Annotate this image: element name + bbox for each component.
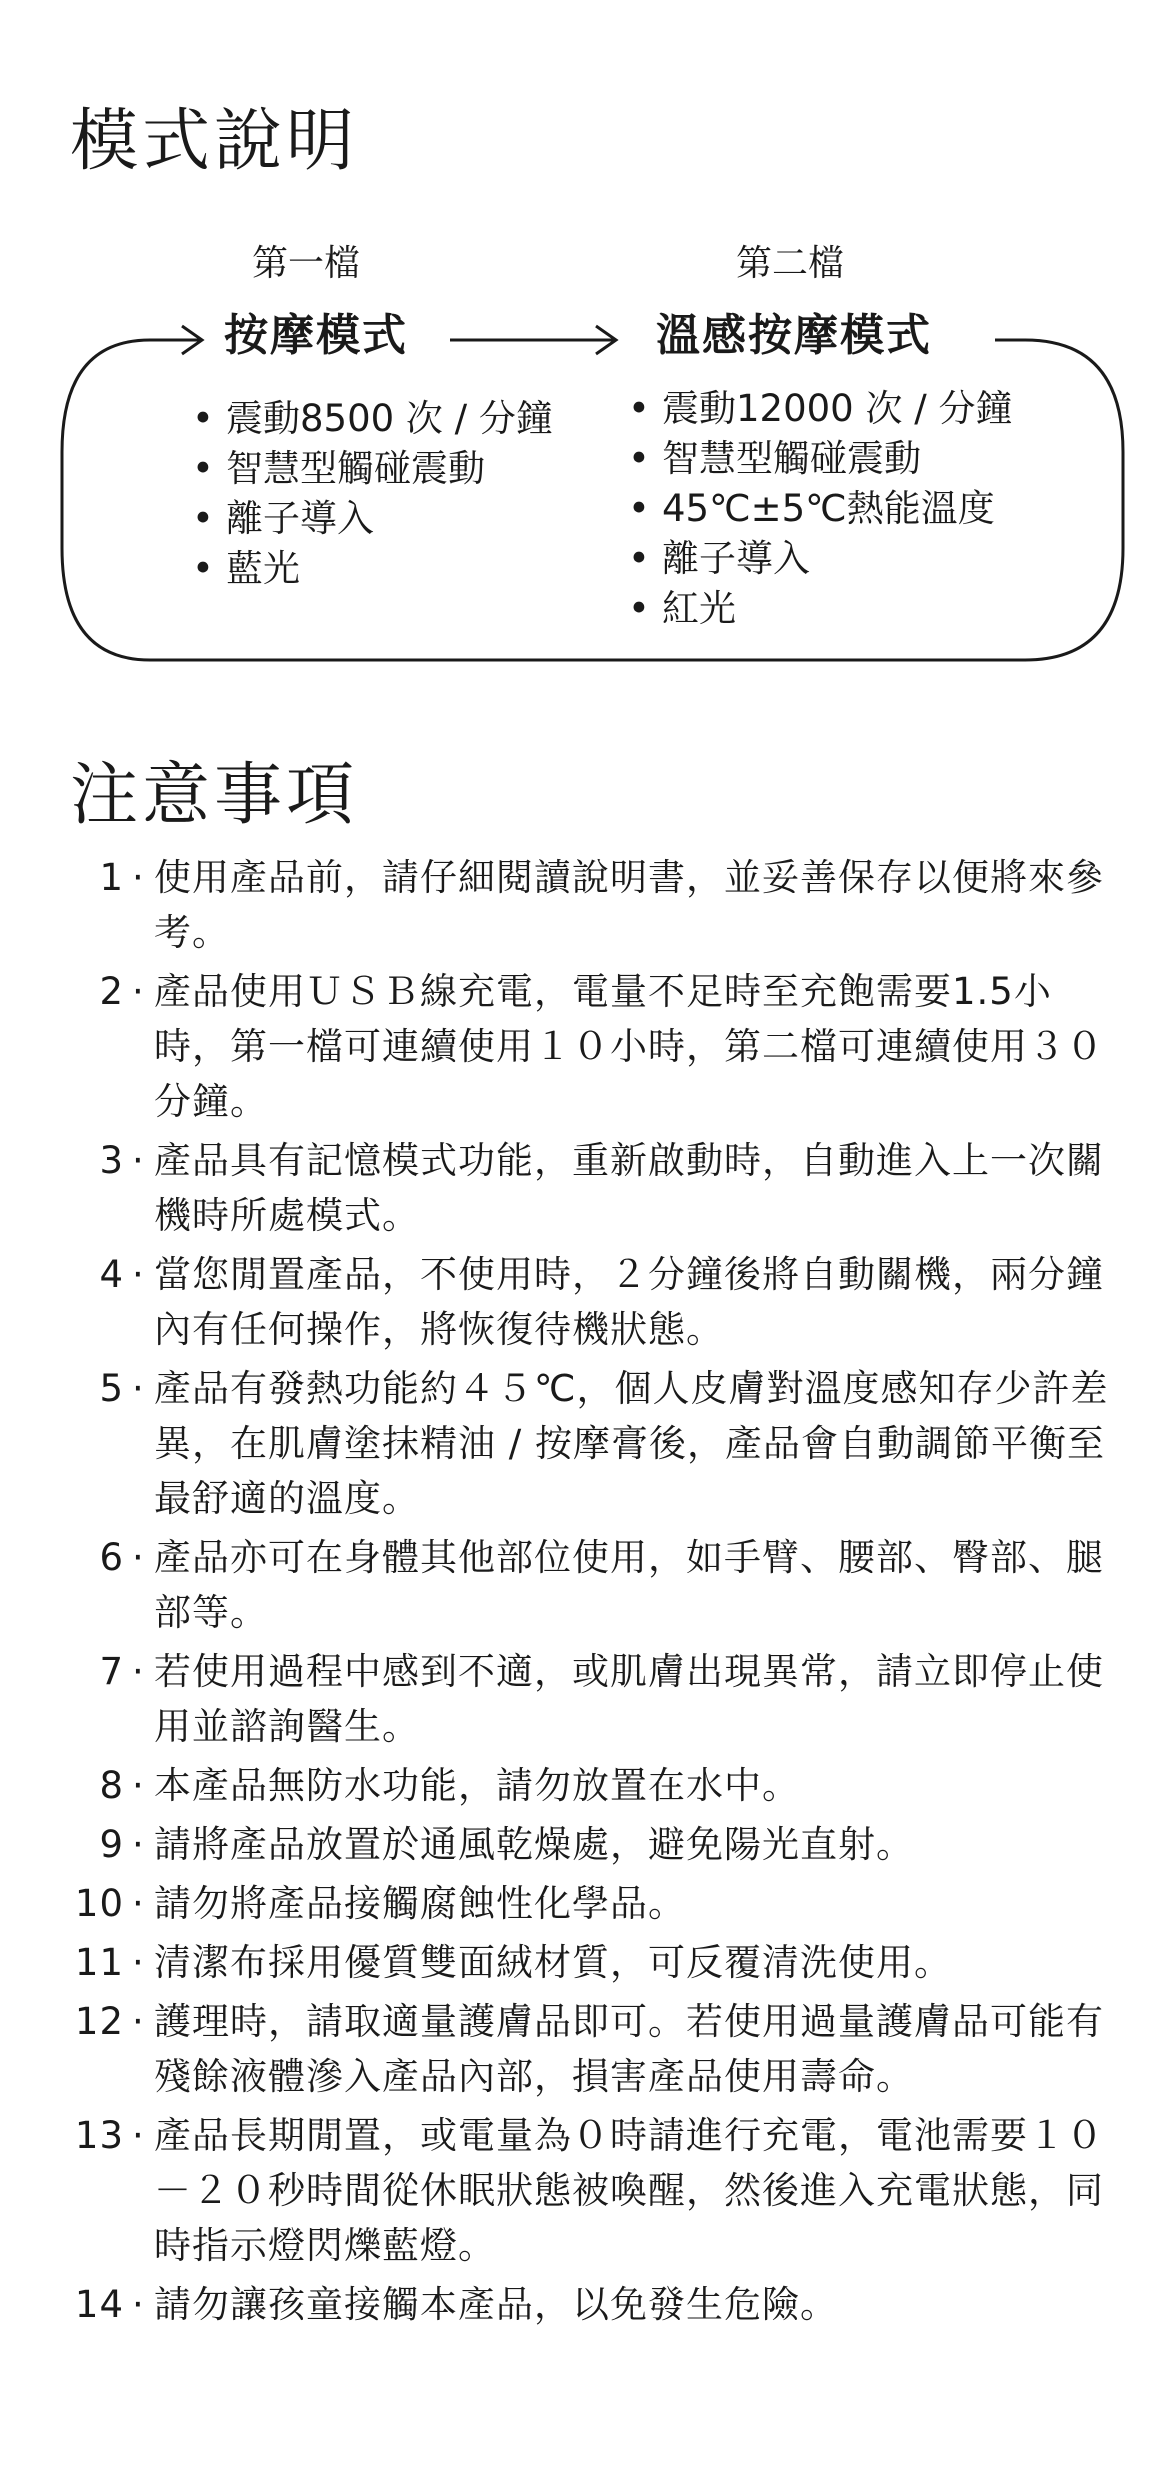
note-number: 11 (74, 1941, 124, 1984)
list-item: • 震動12000 次 / 分鐘 (628, 384, 1012, 434)
mode-name-second: 溫感按摩模式 (656, 310, 932, 361)
note-number: 12 (74, 2000, 124, 2043)
note-item: 6 · 產品亦可在身體其他部位使用，如手臂、腰部、臀部、腿部等。 (60, 1530, 1120, 1640)
list-item: • 45℃±5℃熱能溫度 (628, 484, 1012, 534)
note-text: 產品使用ＵＳＢ線充電，電量不足時至充飽需要1.5小時，第一檔可連續使用１０小時，第二檔可連續使用３０分鐘。 (154, 970, 1104, 1123)
note-item: 7 · 若使用過程中感到不適，或肌膚出現異常，請立即停止使用並諮詢醫生。 (60, 1644, 1120, 1754)
note-item: 4 · 當您閒置產品，不使用時，２分鐘後將自動關機，兩分鐘內有任何操作，將恢復待機狀態。 (60, 1247, 1120, 1357)
note-item: 3 · 產品具有記憶模式功能，重新啟動時，自動進入上一次關機時所處模式。 (60, 1133, 1120, 1243)
note-item: 10 · 請勿將產品接觸腐蝕性化學品。 (60, 1876, 1120, 1931)
note-number: 13 (74, 2114, 124, 2157)
bullet-icon: • (192, 397, 214, 440)
gear-label-first: 第一檔 (252, 243, 361, 284)
mode-name-first: 按摩模式 (224, 310, 408, 361)
mode-diagram (0, 0, 1170, 700)
list-item: • 震動8500 次 / 分鐘 (192, 394, 553, 444)
notes-section-title: 注意事項 (70, 756, 359, 835)
notes-list (60, 850, 1120, 2336)
mode-section-title: 模式說明 (70, 102, 359, 181)
gear-label-second: 第二檔 (736, 243, 845, 284)
bullet-icon: • (192, 497, 214, 540)
note-text: 使用產品前，請仔細閱讀說明書，並妥善保存以便將來參考。 (154, 856, 1104, 954)
note-number: 1 (99, 856, 124, 899)
bullet-icon: • (192, 447, 214, 490)
note-item: 13 · 產品長期閒置，或電量為０時請進行充電，電池需要１０－２０秒時間從休眠狀態被喚醒，然後進入充電狀態，同時指示燈閃爍藍燈。 (60, 2108, 1120, 2273)
note-text: 產品長期閒置，或電量為０時請進行充電，電池需要１０－２０秒時間從休眠狀態被喚醒，然後進入充電狀態，同時指示燈閃爍藍燈。 (154, 2114, 1104, 2267)
list-item: • 離子導入 (628, 534, 1012, 584)
note-item: 2 · 產品使用ＵＳＢ線充電，電量不足時至充飽需要1.5小時，第一檔可連續使用１０小時，第二檔可連續使用３０分鐘。 (60, 964, 1120, 1129)
note-number: 10 (74, 1882, 124, 1925)
note-text: 若使用過程中感到不適，或肌膚出現異常，請立即停止使用並諮詢醫生。 (154, 1650, 1104, 1748)
feature-list-first (192, 394, 553, 594)
note-number: 8 (99, 1764, 124, 1807)
bullet-icon: • (192, 547, 214, 590)
arrow-right-icon (450, 326, 616, 354)
note-item: 14 · 請勿讓孩童接觸本產品，以免發生危險。 (60, 2277, 1120, 2332)
note-text: 請勿讓孩童接觸本產品，以免發生危險。 (154, 2283, 838, 2326)
note-item: 1 · 使用產品前，請仔細閱讀說明書，並妥善保存以便將來參考。 (60, 850, 1120, 960)
note-text: 產品具有記憶模式功能，重新啟動時，自動進入上一次關機時所處模式。 (154, 1139, 1104, 1237)
bullet-icon: • (628, 487, 650, 530)
bullet-icon: • (628, 537, 650, 580)
note-text: 請勿將產品接觸腐蝕性化學品。 (154, 1882, 686, 1925)
note-number: 9 (99, 1823, 124, 1866)
bullet-icon: • (628, 437, 650, 480)
list-item: • 紅光 (628, 584, 1012, 634)
feature-list-second (628, 384, 1012, 634)
note-item: 12 · 護理時，請取適量護膚品即可。若使用過量護膚品可能有殘餘液體滲入產品內部，損害產品使用壽命。 (60, 1994, 1120, 2104)
note-number: 4 (99, 1253, 124, 1296)
note-text: 本產品無防水功能，請勿放置在水中。 (154, 1764, 800, 1807)
note-number: 5 (99, 1367, 124, 1410)
note-number: 2 (99, 970, 124, 1013)
list-item: • 離子導入 (192, 494, 553, 544)
note-text: 當您閒置產品，不使用時，２分鐘後將自動關機，兩分鐘內有任何操作，將恢復待機狀態。 (154, 1253, 1104, 1351)
note-number: 14 (74, 2283, 124, 2326)
note-text: 產品亦可在身體其他部位使用，如手臂、腰部、臀部、腿部等。 (154, 1536, 1104, 1634)
note-item: 9 · 請將產品放置於通風乾燥處，避免陽光直射。 (60, 1817, 1120, 1872)
list-item: • 智慧型觸碰震動 (192, 444, 553, 494)
note-text: 清潔布採用優質雙面絨材質，可反覆清洗使用。 (154, 1941, 952, 1984)
note-text: 產品有發熱功能約４５℃，個人皮膚對溫度感知存少許差異，在肌膚塗抹精油 / 按摩膏後，產品會自動調節平衡至最舒適的溫度。 (154, 1367, 1109, 1520)
list-item: • 智慧型觸碰震動 (628, 434, 1012, 484)
bullet-icon: • (628, 587, 650, 630)
note-number: 6 (99, 1536, 124, 1579)
list-item: • 藍光 (192, 544, 553, 594)
note-text: 請將產品放置於通風乾燥處，避免陽光直射。 (154, 1823, 914, 1866)
note-text: 護理時，請取適量護膚品即可。若使用過量護膚品可能有殘餘液體滲入產品內部，損害產品使用壽命。 (154, 2000, 1104, 2098)
note-number: 7 (99, 1650, 124, 1693)
note-item: 11 · 清潔布採用優質雙面絨材質，可反覆清洗使用。 (60, 1935, 1120, 1990)
note-number: 3 (99, 1139, 124, 1182)
note-item: 5 · 產品有發熱功能約４５℃，個人皮膚對溫度感知存少許差異，在肌膚塗抹精油 / 按摩膏後，產品會自動調節平衡至最舒適的溫度。 (60, 1361, 1120, 1526)
note-item: 8 · 本產品無防水功能，請勿放置在水中。 (60, 1758, 1120, 1813)
bullet-icon: • (628, 387, 650, 430)
